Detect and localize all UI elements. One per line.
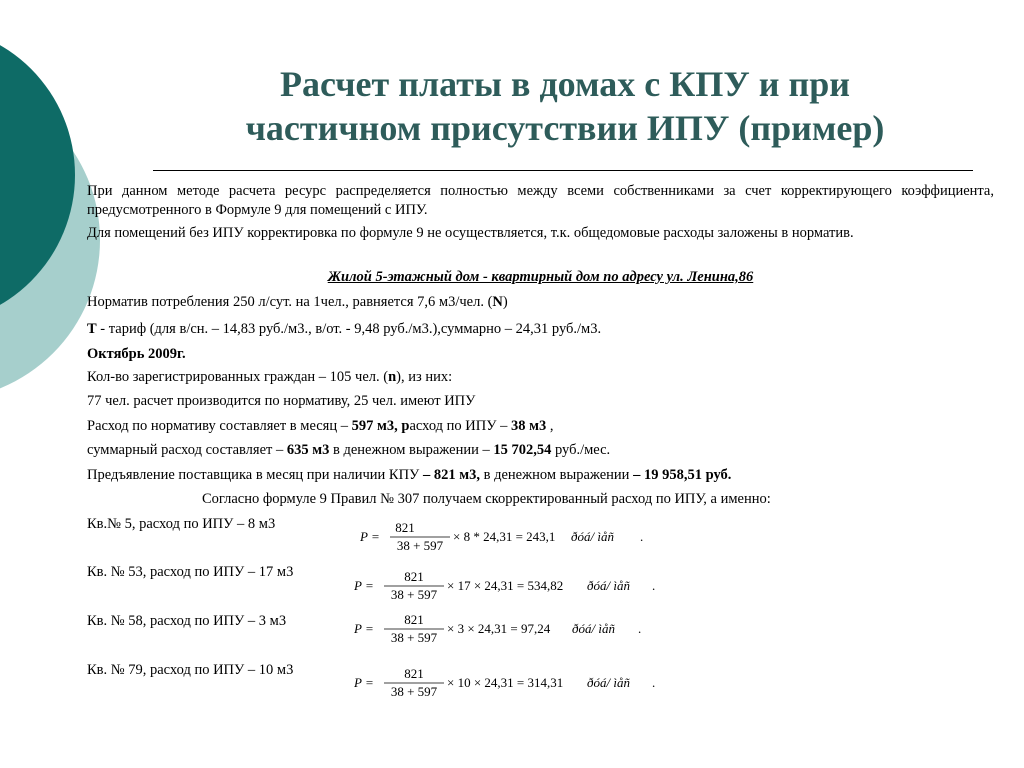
formula (354, 611, 654, 647)
norm-line: Норматив потребления 250 л/сут. на 1чел., равняется 7,6 м3/чел. (N) (87, 294, 508, 310)
svg-text:38 + 597: 38 + 597 (390, 630, 438, 645)
house-heading: Жилой 5-этажный дом - квартирный дом по адресу ул. Ленина,86 (327, 269, 754, 285)
svg-text:P =: P = (360, 529, 380, 544)
citizens-line: Кол-во зарегистрированных граждан – 105 чел. (n), из них: (87, 369, 453, 385)
svg-text:P =: P = (354, 675, 374, 690)
month-label: Октябрь 2009г. (87, 346, 186, 362)
svg-text:821: 821 (395, 520, 415, 535)
apartment-label: Кв.№ 5, расход по ИПУ – 8 м3 (87, 516, 276, 532)
formula (354, 568, 664, 604)
svg-text:× 10 × 24,31 = 314,31: × 10 × 24,31 = 314,31 (447, 675, 564, 690)
apartment-label: Кв. № 58, расход по ИПУ – 3 м3 (87, 613, 287, 629)
svg-text:38 + 597: 38 + 597 (390, 684, 438, 699)
svg-text:821: 821 (404, 569, 424, 584)
svg-text:ðóá/ ìåñ: ðóá/ ìåñ (572, 621, 615, 636)
svg-text:.: . (640, 529, 644, 544)
supplier-line: Предъявление поставщика в месяц при наличии КПУ – 821 м3, в денежном выражении – 19 958,51 руб. (87, 467, 732, 483)
paragraph-2: Для помещений без ИПУ корректировка по формуле 9 не осуществляется, т.к. общедомовые расходы заложены в норматив. (87, 225, 854, 241)
paragraph-1: При данном методе расчета ресурс распределяется полностью между всеми собственниками за счет корректирующего коэффициента, предусмотренного в Формуле 9 для помещений с ИПУ. (87, 183, 994, 218)
svg-text:38 + 597: 38 + 597 (396, 538, 444, 553)
slide-title (150, 62, 980, 150)
tariff-line: Т - тариф (для в/сн. – 14,83 руб./м3., в/от. - 9,48 руб./м3.),суммарно – 24,31 руб./м3. (87, 321, 602, 337)
svg-text:.: . (638, 621, 642, 636)
svg-text:× 17 × 24,31 = 534,82: × 17 × 24,31 = 534,82 (447, 578, 564, 593)
svg-text:.: . (652, 675, 656, 690)
title-divider (153, 170, 973, 171)
svg-text:ðóá/ ìåñ: ðóá/ ìåñ (587, 675, 630, 690)
norm-usage-line: Расход по нормативу составляет в месяц – 597 м3, расход по ИПУ – 38 м3 , (87, 418, 554, 434)
apartment-label: Кв. № 79, расход по ИПУ – 10 м3 (87, 662, 294, 678)
total-line: суммарный расход составляет – 635 м3 в денежном выражении – 15 702,54 руб./мес. (87, 442, 611, 458)
svg-text:ðóá/ ìåñ: ðóá/ ìåñ (587, 578, 630, 593)
svg-text:ðóá/ ìåñ: ðóá/ ìåñ (571, 529, 614, 544)
svg-text:.: . (652, 578, 656, 593)
svg-text:× 3 × 24,31 = 97,24: × 3 × 24,31 = 97,24 (447, 621, 551, 636)
svg-text:821: 821 (404, 612, 424, 627)
svg-text:P =: P = (354, 578, 374, 593)
svg-text:P =: P = (354, 621, 374, 636)
title-line-1: Расчет платы в домах с КПУ и при (279, 64, 850, 104)
formula (354, 665, 664, 701)
apartment-label: Кв. № 53, расход по ИПУ – 17 м3 (87, 564, 294, 580)
svg-text:× 8 * 24,31 = 243,1: × 8 * 24,31 = 243,1 (453, 529, 556, 544)
split-line: 77 чел. расчет производится по нормативу, 25 чел. имеют ИПУ (87, 393, 476, 409)
svg-text:38 + 597: 38 + 597 (390, 587, 438, 602)
formula (360, 518, 660, 554)
svg-text:821: 821 (404, 666, 424, 681)
title-line-2: частичном присутствии ИПУ (пример) (245, 108, 885, 148)
rule-line: Согласно формуле 9 Правил № 307 получаем скорректированный расход по ИПУ, а именно: (202, 491, 771, 507)
